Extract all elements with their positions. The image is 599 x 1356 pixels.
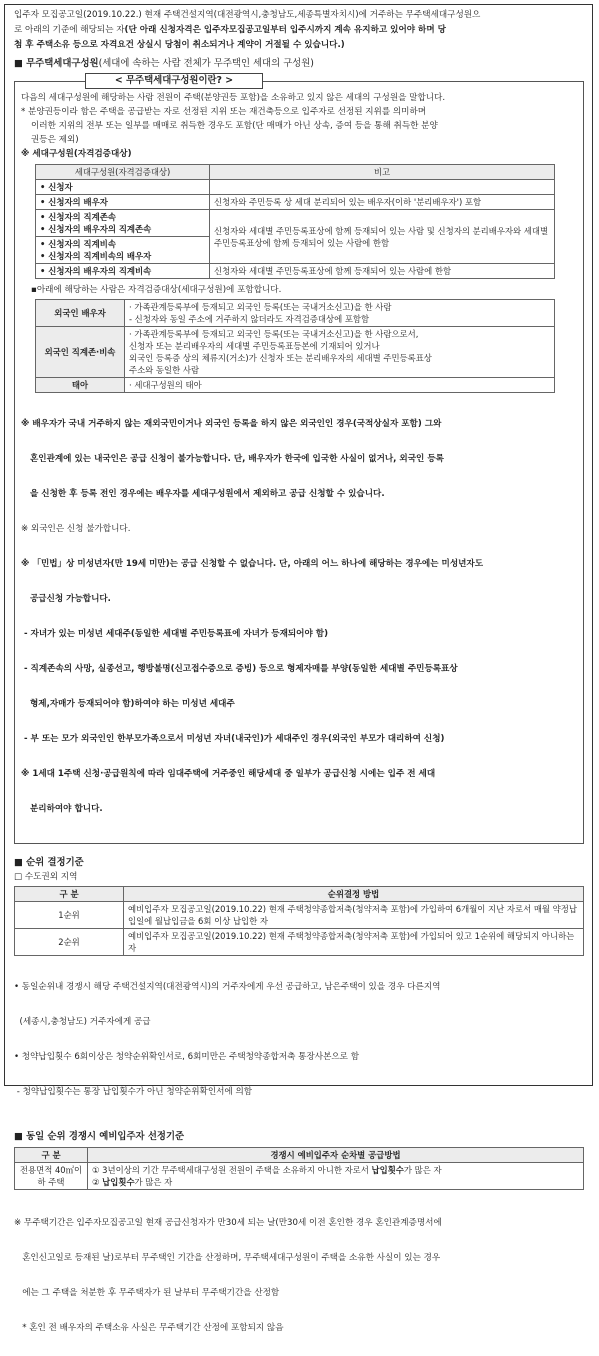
- rank-cell: 2순위: [15, 929, 124, 956]
- note-line: ※ 1세대 1주택 신청·공급원칙에 따라 임대주택에 거주중인 해당세대 중 일부가 공급신청 시에는 입주 전 세대: [21, 769, 436, 779]
- household-title-rest: (세대에 속하는 사람 전체가 무주택인 세대의 구성원): [98, 58, 314, 69]
- inclusion-title: ▪아래에 해당하는 사람은 자격검증대상(세대구성원)에 포함합니다.: [31, 285, 282, 295]
- member-line: • 신청자의 직계존속: [40, 212, 116, 222]
- rank-table-head: [15, 887, 584, 902]
- note-line: (세종시,충청남도) 거주자에게 공급: [14, 1017, 151, 1027]
- table-row: [36, 327, 555, 378]
- table-row: [36, 264, 555, 279]
- note-line: 공급신청 가능합니다.: [21, 594, 111, 604]
- supply-item-text: 가 많은 자: [403, 1165, 442, 1175]
- supply-col-header: 경쟁시 예비입주자 순차별 공급방법: [88, 1148, 584, 1163]
- presale-note-2: 이러한 지위의 전부 또는 일부를 매매로 취득한 경우도 포함(단 매매가 아닌 상속, 증여 등을 통해 취득한 분양: [31, 121, 438, 131]
- inclusion-key: 외국인 배우자: [36, 300, 125, 327]
- note-line: 을 신청한 후 등록 전인 경우에는 배우자를 세대구성원에서 제외하고 공급 신청할 수 있습니다.: [21, 489, 385, 499]
- merged-note-cell: 신청자와 세대별 주민등록표상에 함께 등재되어 있는 사람 및 신청자의 분리배우자와 세대별 주민등록표상에 함께 등재되어 있는 사람에 한함: [210, 210, 555, 264]
- intro-line-2-plain: 로 아래의 기준에 해당되는 자: [14, 25, 125, 35]
- inclusion-value: · 가족관계등록부에 등재되고 외국인 등록(또는 국내거소신고)을 한 사람 - 신청자와 동일 주소에 거주하지 않더라도 자격검증대상에 포함함: [125, 300, 555, 327]
- note-cell: [210, 180, 555, 195]
- reserve-table: [14, 1147, 584, 1190]
- member-cell: • 신청자의 배우자: [36, 195, 210, 210]
- reserve-table-head: [15, 1148, 584, 1163]
- note-line: 혼인관계에 있는 내국인은 공급 신청이 불가능합니다. 단, 배우자가 한국에 입국한 사실이 없거나, 외국인 등록: [21, 454, 444, 464]
- household-callout: < 무주택세대구성원이란? >: [85, 73, 263, 89]
- method-col-header: 순위결정 방법: [124, 887, 584, 902]
- reserve-section-title: ■ 동일 순위 경쟁시 예비입주자 선정기준: [14, 1131, 185, 1142]
- table-row: [36, 210, 555, 237]
- notice-content: [14, 8, 584, 1356]
- method-cell: 예비입주자 모집공고일(2019.10.22) 현재 주택청약종합저축(청약저축 포함)에 가입되어 있고 1순위에 해당되지 아니하는 자: [124, 929, 584, 956]
- member-title: ※ 세대구성원(자격검증대상): [21, 149, 132, 159]
- intro-line-2-bold: (단 아래 신청자격은 입주자모집공고일부터 입주시까지 계속 유지하고 있어야 하며 당: [124, 25, 446, 35]
- presale-note-3: 권등은 제외): [31, 135, 79, 145]
- supply-cell: [88, 1163, 584, 1190]
- note-line: 분리하여야 합니다.: [21, 804, 103, 814]
- member-cell: • 신청자: [36, 180, 210, 195]
- supply-item-text: 가 많은 자: [134, 1177, 173, 1187]
- rank-col-header: 구 분: [15, 887, 124, 902]
- intro-paragraph: [14, 8, 584, 53]
- member-cell: [36, 210, 210, 237]
- intro-line-2: [14, 23, 584, 38]
- presale-note-1: * 분양권등이라 함은 주택을 공급받는 자로 선정된 지위 또는 재건축등으로 입주자로 선정된 지위를 의미하며: [21, 107, 427, 117]
- rank-notes: [14, 960, 584, 1120]
- note-cell: 신청자와 세대별 주민등록표상에 함께 등재되어 있는 사람에 한함: [210, 264, 555, 279]
- supply-item-bold: 납입횟수: [102, 1177, 135, 1187]
- note-line: - 부 또는 모가 외국인인 한부모가족으로서 미성년 자녀(내국인)가 세대주인 경우(외국인 부모가 대리하여 신청): [21, 734, 445, 744]
- note-line: ※ 무주택기간은 입주자모집공고일 현재 공급신청자가 만30세 되는 날(만30세 이전 혼인한 경우 혼인관계증명서에: [14, 1218, 442, 1228]
- reserve-notes: [14, 1196, 584, 1356]
- rank-table: [14, 886, 584, 956]
- table-row: [15, 902, 584, 929]
- note-line: ※ 외국인은 신청 불가합니다.: [21, 524, 131, 534]
- note-line: • 동일순위내 경쟁시 해당 주택건설지역(대전광역시)의 거주자에게 우선 공급하고, 남은주택이 있을 경우 다른지역: [14, 982, 441, 992]
- member-table-head: [36, 165, 555, 180]
- intro-line-3: 첨 후 주택소유 등으로 자격요건 상실시 당첨이 취소되거나 계약이 거절될 수 있습니다.): [14, 40, 345, 50]
- household-definition: 다음의 세대구성원에 해당하는 사람 전원이 주택(분양권등 포함)을 소유하고 있지 않은 세대의 구성원을 말합니다.: [21, 93, 446, 103]
- household-definition-box: [14, 75, 584, 844]
- household-section-title: [14, 57, 584, 71]
- category-col-header: 구 분: [15, 1148, 88, 1163]
- supply-item-2: [92, 1176, 579, 1188]
- inclusion-value: · 세대구성원의 태아: [125, 378, 555, 393]
- rank-cell: 1순위: [15, 902, 124, 929]
- member-line: • 신청자의 배우자의 직계존속: [40, 224, 152, 234]
- intro-line-1: 입주자 모집공고일(2019.10.22.) 현재 주택건설지역(대전광역시,충청남도,세종특별자치시)에 거주하는 무주택세대구성원으: [14, 10, 481, 20]
- rank-section-title: ■ 순위 결정기준: [14, 857, 84, 868]
- note-line: - 자녀가 있는 미성년 세대주(동일한 세대별 주민등록표에 자녀가 등재되어야 함): [21, 629, 328, 639]
- note-line: ※ 배우자가 국내 거주하지 않는 재외국민이거나 외국인 등록을 하지 않은 외국인인 경우(국적상실자 포함) 그와: [21, 419, 442, 429]
- inclusion-key: 외국인 직계존·비속: [36, 327, 125, 378]
- table-row: [36, 180, 555, 195]
- member-cell: • 신청자의 배우자의 직계비속: [36, 264, 210, 279]
- supply-item-text: ②: [92, 1177, 103, 1187]
- note-line: ※ 「민법」상 미성년자(만 19세 미만)는 공급 신청할 수 없습니다. 단, 아래의 어느 하나에 해당하는 경우에는 미성년자도: [21, 559, 484, 569]
- note-line: 형제,자매가 등재되어야 함)하여야 하는 미성년 세대주: [21, 699, 235, 709]
- member-col-header: 세대구성원(자격검증대상): [36, 165, 210, 180]
- method-cell: 예비입주자 모집공고일(2019.10.22) 현재 주택청약종합저축(청약저축 포함)에 가입하여 6개월이 지난 자로서 매월 약정납입일에 월납입금을 6회 이상 납입한 자: [124, 902, 584, 929]
- note-line: - 청약납입횟수는 통장 납입횟수가 아닌 청약순위확인서에 의함: [14, 1087, 253, 1097]
- note-line: 혼인신고일로 등재된 날)로부터 무주택인 기간을 산정하며, 무주택세대구성원이 주택을 소유한 사실이 있는 경우: [14, 1253, 441, 1263]
- category-cell: 전용면적 40㎡이하 주택: [15, 1163, 88, 1190]
- inclusion-value: · 가족관계등록부에 등재되고 외국인 등록(또는 국내거소신고)을 한 사람으로서, 신청자 또는 분리배우자의 세대별 주민등록표등본에 기재되어 있거나 외국인 등록증 상의 체류지(거소)가 신청자 또는 분리배우자의 세대별 주민등록표상 주소와 동일한 사람: [125, 327, 555, 378]
- note-line: - 직계존속의 사망, 실종선고, 행방불명(신고접수증으로 증빙) 등으로 형제자매를 부양(동일한 세대별 주민등록표상: [21, 664, 458, 674]
- table-row: [36, 300, 555, 327]
- table-row: [36, 195, 555, 210]
- rank-region: □ 수도권외 지역: [14, 872, 78, 882]
- note-line: * 혼인 전 배우자의 주택소유 사실은 무주택기간 산정에 포함되지 않음: [14, 1323, 284, 1333]
- table-row: [36, 378, 555, 393]
- supply-item-text: ① 3년이상의 기간 무주택세대구성원 전원이 주택을 소유하지 아니한 자로서: [92, 1165, 372, 1175]
- member-line: • 신청자의 직계비속의 배우자: [40, 251, 152, 261]
- note-line: • 청약납입횟수 6회이상은 청약순위확인서로, 6회미만은 주택청약종합저축 통장사본으로 함: [14, 1052, 360, 1062]
- note-line: 에는 그 주택을 처분한 후 무주택자가 된 날부터 무주택기간을 산정함: [14, 1288, 280, 1298]
- supply-item-bold: 납입횟수: [371, 1165, 404, 1175]
- table-row: [15, 1163, 584, 1190]
- member-line: • 신청자의 직계비속: [40, 239, 116, 249]
- member-table: [35, 164, 555, 279]
- household-title-bold: ■ 무주택세대구성원: [14, 58, 99, 69]
- table-row: [15, 929, 584, 956]
- inclusion-table: [35, 299, 555, 393]
- household-notes: [21, 397, 577, 837]
- member-cell: [36, 237, 210, 264]
- note-col-header: 비고: [210, 165, 555, 180]
- supply-item-1: [92, 1164, 579, 1176]
- note-cell: 신청자와 주민등록 상 세대 분리되어 있는 배우자(이하 '분리배우자') 포함: [210, 195, 555, 210]
- inclusion-key: 태아: [36, 378, 125, 393]
